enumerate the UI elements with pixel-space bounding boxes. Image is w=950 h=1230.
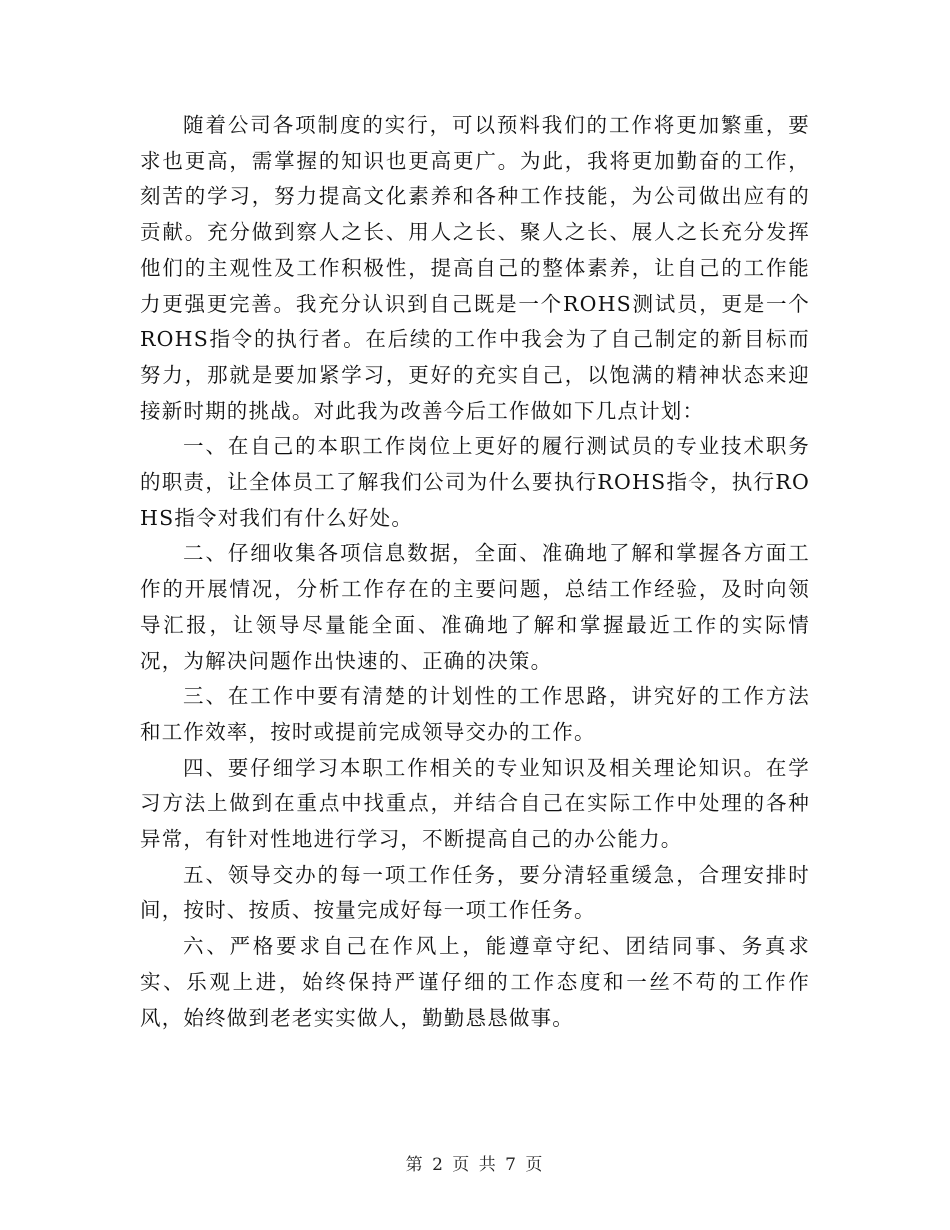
paragraph-plan-3: 三、在工作中要有清楚的计划性的工作思路，讲究好的工作方法和工作效率，按时或提前完成领导交办的工作。 (140, 684, 810, 744)
paragraph-plan-5: 五、领导交办的每一项工作任务，要分清轻重缓急，合理安排时间，按时、按质、按量完成好每一项工作任务。 (140, 862, 810, 923)
page-number-footer: 第 2 页 共 7 页 (405, 1155, 545, 1175)
paragraph-plan-4: 四、要仔细学习本职工作相关的专业知识及相关理论知识。在学习方法上做到在重点中找重点，并结合自己在实际工作中处理的各种异常，有针对性地进行学习，不断提高自己的办公能力。 (140, 755, 810, 852)
document-body (140, 108, 810, 1036)
paragraph-intro: 随着公司各项制度的实行，可以预料我们的工作将更加繁重，要求也更高，需掌握的知识也更高更广。为此，我将更加勤奋的工作，刻苦的学习，努力提高文化素养和各种工作技能，为公司做出应有的贡献。充分做到察人之长、用人之长、聚人之长、展人之长充分发挥他们的主观性及工作积极性，提高自己的整体素养，让自己的工作能力更强更完善。我充分认识到自己既是一个ROHS测试员，更是一个ROHS指令的执行者。在后续的工作中我会为了自己制定的新目标而努力，那就是要加紧学习，更好的充实自己，以饱满的精神状态来迎接新时期的挑战。对此我为改善今后工作做如下几点计划： (140, 113, 810, 423)
paragraph-plan-2: 二、仔细收集各项信息数据，全面、准确地了解和掌握各方面工作的开展情况，分析工作存在的主要问题，总结工作经验，及时向领导汇报，让领导尽量能全面、准确地了解和掌握最近工作的实际情况，为解决问题作出快速的、正确的决策。 (140, 541, 810, 673)
paragraph-plan-1: 一、在自己的本职工作岗位上更好的履行测试员的专业技术职务的职责，让全体员工了解我们公司为什么要执行ROHS指令，执行ROHS指令对我们有什么好处。 (140, 434, 810, 530)
paragraph-plan-6: 六、严格要求自己在作风上，能遵章守纪、团结同事、务真求实、乐观上进，始终保持严谨仔细的工作态度和一丝不苟的工作作风，始终做到老老实实做人，勤勤恳恳做事。 (140, 934, 810, 1030)
